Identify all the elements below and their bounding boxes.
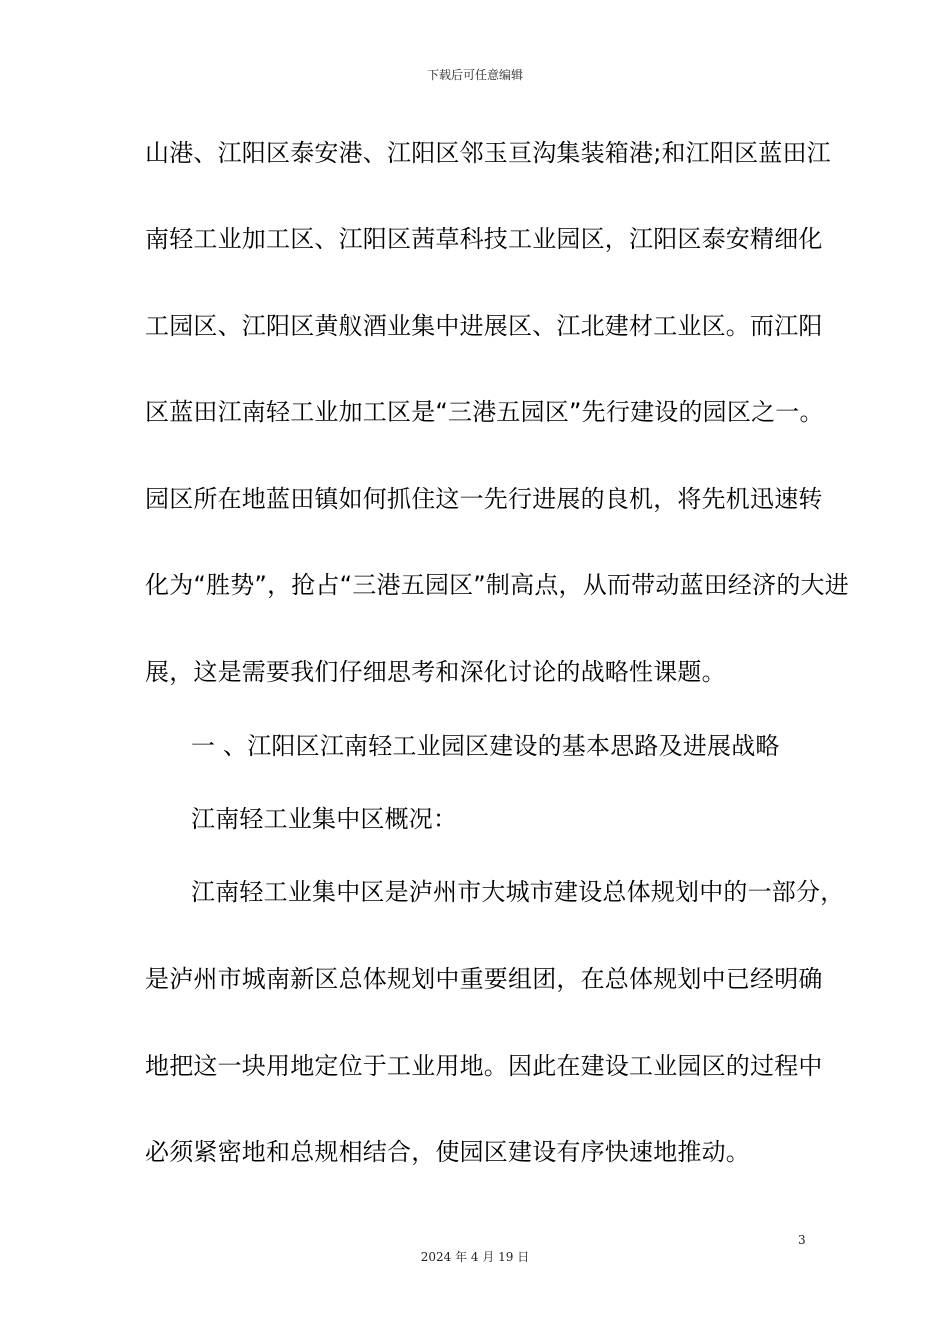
page-number: 3 [798, 1233, 806, 1247]
footer-date: 2024 年 4 月 19 日 [420, 1250, 530, 1264]
body-text-line-5: 园区所在地蓝田镇如何抓住这一先行进展的良机，将先机迅速转 [145, 485, 823, 513]
subsection-heading: 江南轻工业集中区概况： [191, 805, 458, 833]
body-text-line-11: 是泸州市城南新区总体规划中重要组团，在总体规划中已经明确 [145, 965, 823, 993]
body-text-line-12: 地把这一块用地定位于工业用地。因此在建设工业园区的过程中 [145, 1052, 823, 1080]
body-text-line-4: 区蓝田江南轻工业加工区是“三港五园区”先行建设的园区之一。 [145, 398, 824, 426]
body-text-line-3: 工园区、江阳区黄舣酒业集中进展区、江北建材工业区。而江阳 [145, 312, 823, 340]
page-header: 下载后可任意编辑 [426, 68, 523, 82]
body-text-line-1: 山港、江阳区泰安港、江阳区邻玉亘沟集装箱港;和江阳区蓝田江 [145, 139, 831, 167]
body-text-line-7: 展，这是需要我们仔细思考和深化讨论的战略性课题。 [145, 658, 726, 686]
body-text-line-13: 必须紧密地和总规相结合，使园区建设有序快速地推动。 [145, 1138, 750, 1166]
body-text-line-2: 南轻工业加工区、江阳区茜草科技工业园区，江阳区泰安精细化 [145, 225, 823, 253]
section-heading: 一 、江阳区江南轻工业园区建设的基本思路及进展战略 [191, 732, 780, 760]
body-text-line-6: 化为“胜势”，抢占“三港五园区”制高点，从而带动蓝田经济的大进 [145, 571, 849, 599]
body-text-line-10: 江南轻工业集中区是泸州市大城市建设总体规划中的一部分， [191, 878, 845, 906]
